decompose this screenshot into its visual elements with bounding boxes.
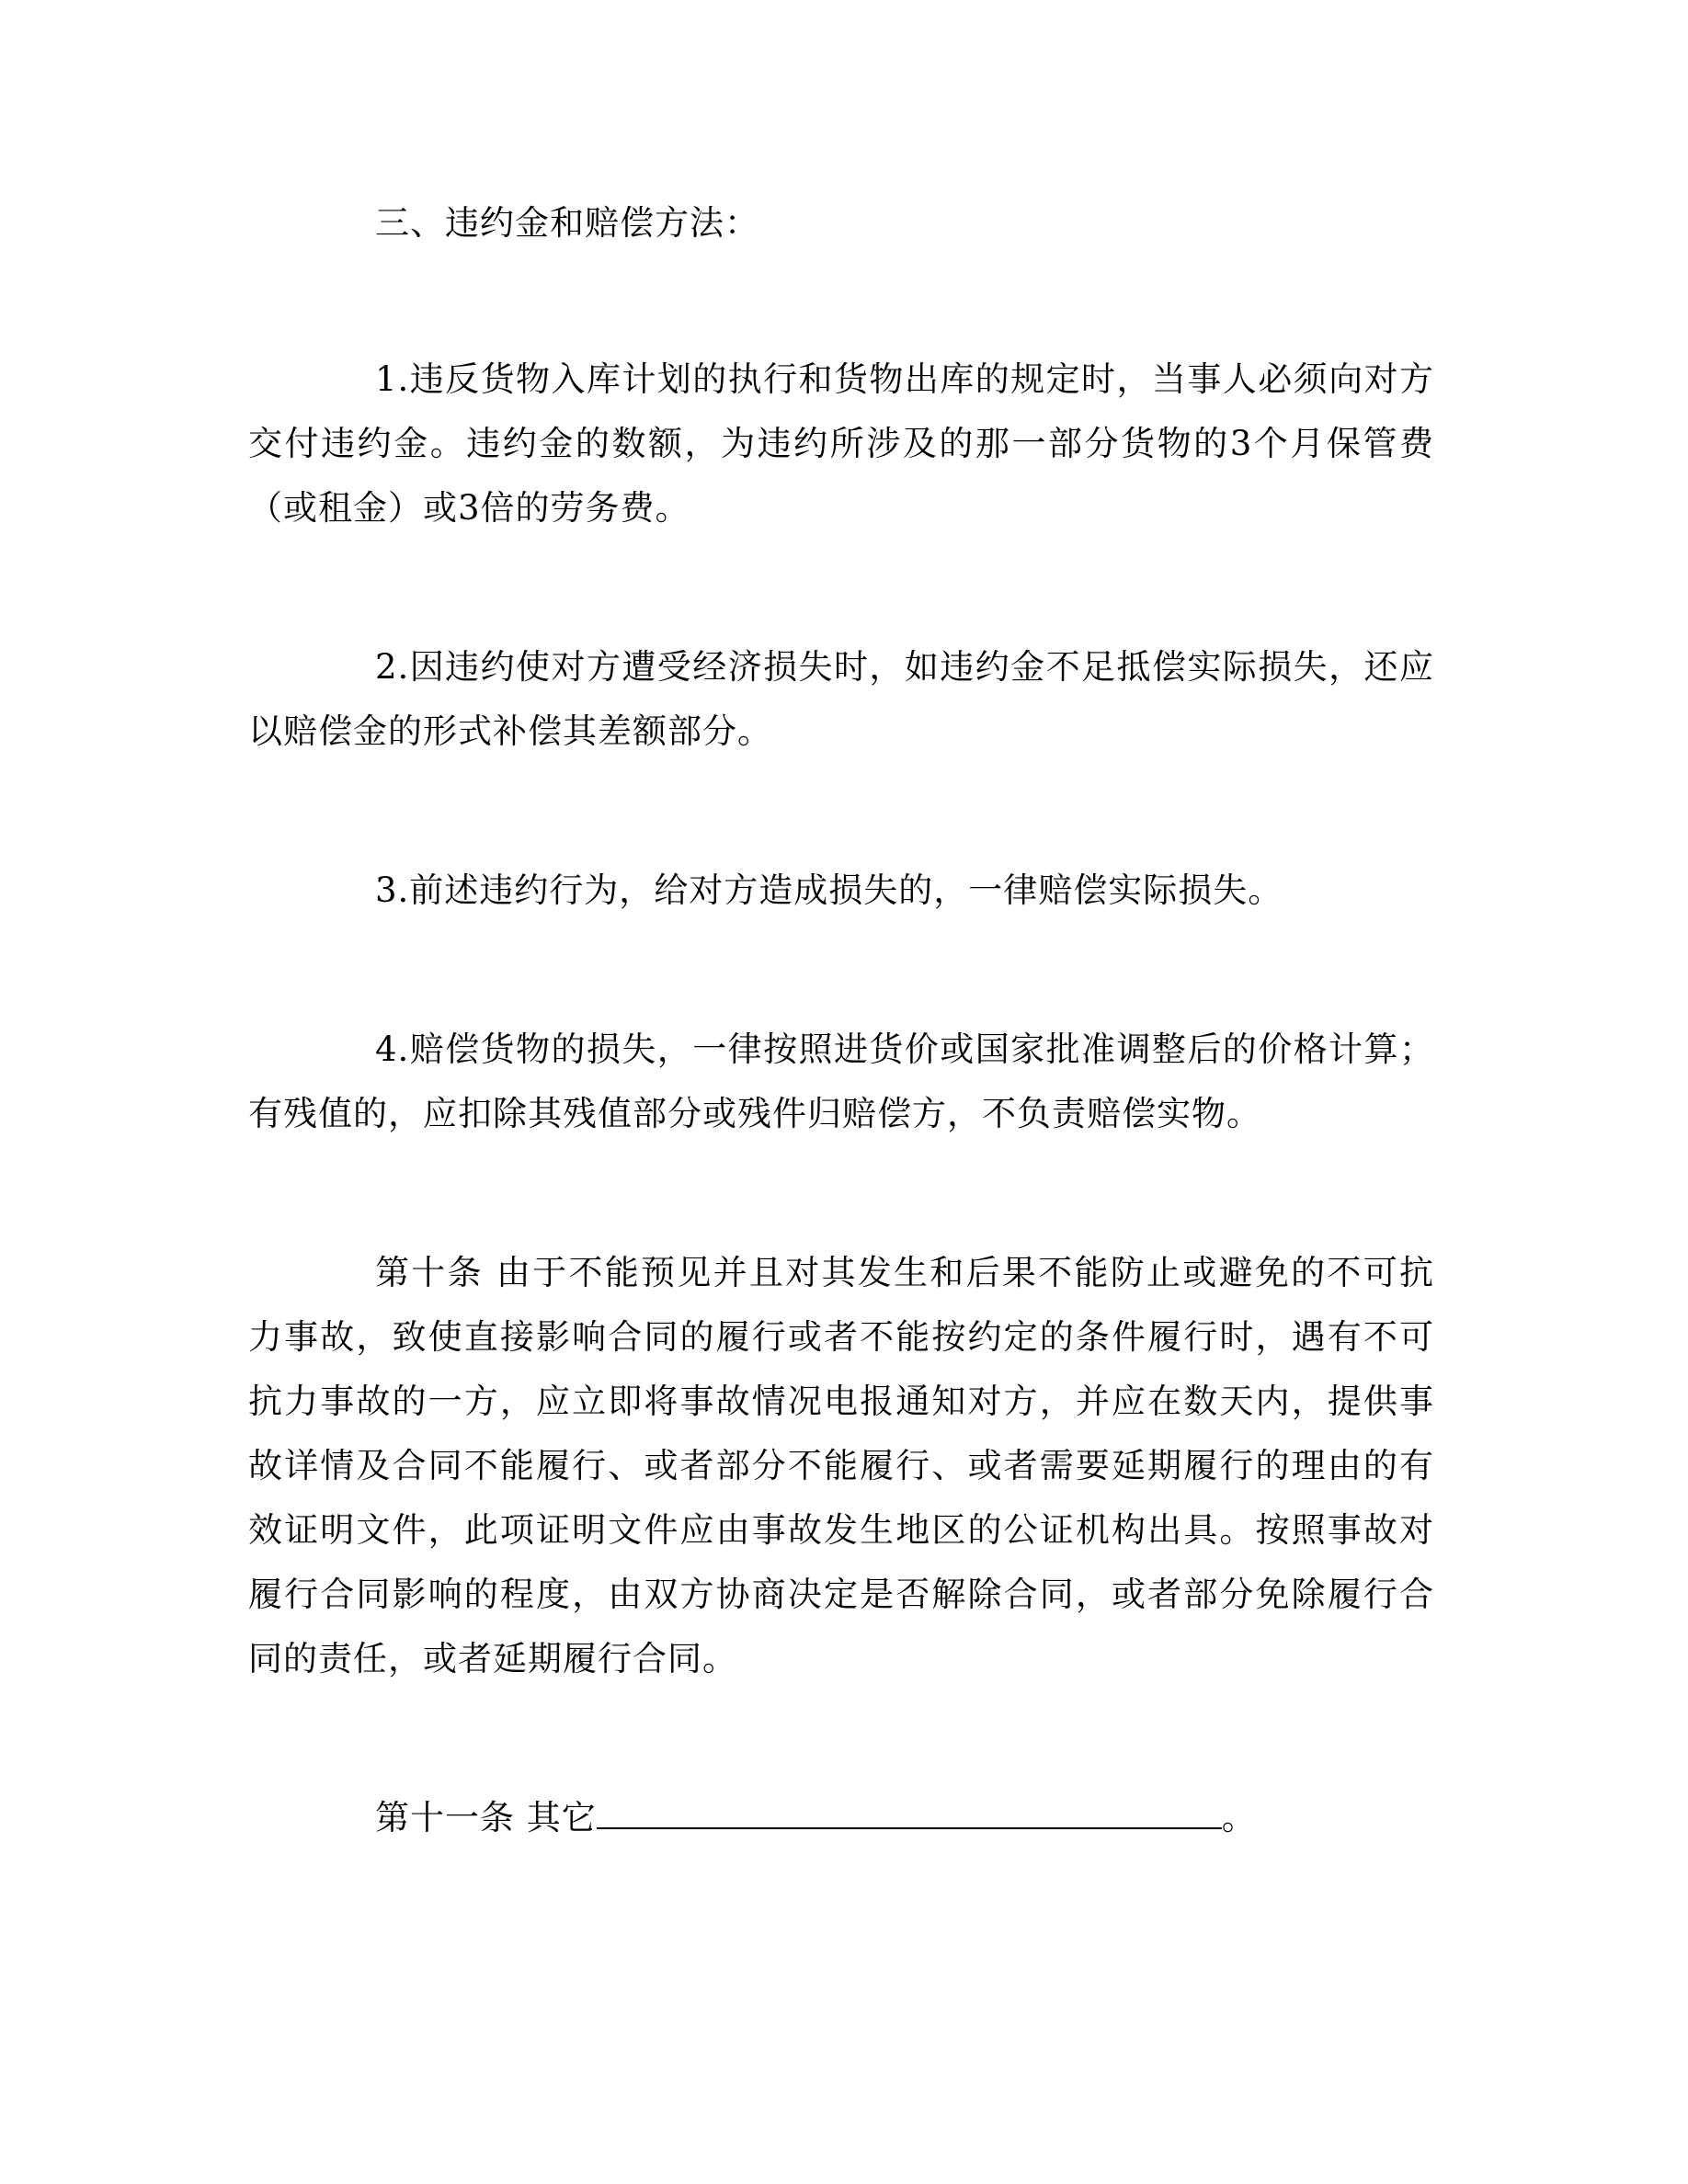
article-11-label: 第十一条 其它 <box>375 1798 597 1837</box>
document-page <box>248 184 1434 1850</box>
article-10: 第十条 由于不能预见并且对其发生和后果不能防止或避免的不可抗力事故，致使直接影响合同的履行或者不能按约定的条件履行时，遇有不可抗力事故的一方，应立即将事故情况电报通知对方，并应在数天内，提供事故详情及合同不能履行、或者部分不能履行、或者需要延期履行的理由的有效证明文件，此项证明文件应由事故发生地区的公证机构出具。按照事故对履行合同影响的程度，由双方协商决定是否解除合同，或者部分免除履行合同的责任，或者延期履行合同。 <box>248 1253 1434 1678</box>
clause-item-4: 4.赔偿货物的损失，一律按照进货价或国家批准调整后的价格计算；有残值的，应扣除其残值部分或残件归赔偿方，不负责赔偿实物。 <box>248 1029 1434 1133</box>
article-11-end: 。 <box>1221 1798 1257 1837</box>
article-11-blank-line <box>597 1787 1222 1829</box>
clause-item-3: 3.前述违约行为，给对方造成损失的，一律赔偿实际损失。 <box>375 870 1283 910</box>
clause-item-2: 2.因违约使对方遭受经济损失时，如违约金不足抵偿实际损失，还应以赔偿金的形式补偿其差额部分。 <box>248 647 1434 751</box>
article-11 <box>248 1786 1434 1850</box>
section-heading: 三、违约金和赔偿方法： <box>375 203 759 243</box>
clause-item-1: 1.违反货物入库计划的执行和货物出库的规定时，当事人必须向对方交付违约金。违约金的数额，为违约所涉及的那一部分货物的3个月保管费（或租金）或3倍的劳务费。 <box>248 359 1434 528</box>
